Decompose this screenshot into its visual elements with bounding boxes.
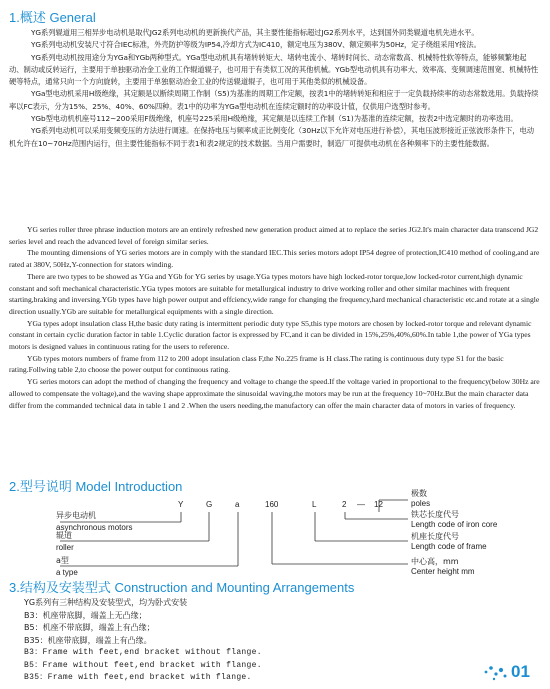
list-item: B3：机座带底脚，端盖上无凸缘； bbox=[24, 610, 147, 620]
code-center-height: 160 bbox=[265, 500, 279, 509]
list-item: YG系列有三种结构及安装型式，均为卧式安装 bbox=[24, 598, 188, 607]
label-roller-zh: 辊道 bbox=[56, 531, 72, 540]
zh-paragraph: YGa型电动机采用H级绝缘，其定额是以断续周期工作制（S5)为基准的周期工作定额，按表1中的堵转转矩和相应于一定负载持续率的动态常数选用。负载持续率以FC表示，分为15%、25%、40%、60%四种。表1中的功率为YGa型电动机在连续定额时的功率设计值，仅供用户选型时参考。 bbox=[9, 89, 539, 111]
section1-zh-text bbox=[9, 27, 541, 150]
section2-heading: 2.型号说明 Model Introduction bbox=[9, 479, 183, 494]
section3-heading: 3.结构及安装型式 Construction and Mounting Arrangements bbox=[9, 580, 355, 595]
label-poles-zh: 极数 bbox=[411, 489, 427, 498]
label-frame-en: Length code of frame bbox=[411, 542, 487, 551]
zh-paragraph: YG系列辊道用三相异步电动机是取代JG2系列电动机的更新换代产品，其主要性能指标超过JG2系列水平，达到国外同类辊道电机先进水平。 bbox=[31, 28, 479, 37]
label-center-en: Center height mm bbox=[411, 567, 475, 576]
code-letter-g: G bbox=[206, 500, 213, 509]
list-item: B5：机座不带底脚，端盖上有凸缘； bbox=[24, 623, 155, 632]
zh-paragraph: YG系列电动机可以采用变频变压的方法进行调速。在保持电压与频率成正比例变化（30Hz以下允许对电压进行补偿），其电压波形接近正弦波形条件下，电动机允许在10~70Hz范围内运行，但主要性能指标不同于表1和表2规定的技术数据。当用户需要时，制造厂可提供电动机在各种频率下的主要性能数据。 bbox=[9, 126, 535, 148]
en-paragraph: YGb types motors numbers of frame from 112 to 200 adopt insulation class F,the No.225 frame is H class.The rating is continuous duty type S1 for the basic rating.Follwing table 2,to choose the power output for continuous rating. bbox=[9, 353, 504, 375]
section1-heading: 1.概述 General bbox=[9, 10, 96, 25]
en-paragraph: There are two types to be showed as YGa and YGb for YG series by usage.YGa types motors have high locked-rotor torque,low locked-rotor current,high dynamic constant and soft mechanical characteristic.YGa types motors are suitable for metallurgical industry to drive working roller and other similar machines with frequent starting,braking and inversing.YGb types have high power output and effciency,wide range for changing the frequency,hard mechanical characteristic etc.and rotate at a single direction usually.YGb are suitable for metallurgical equipments with a single direction. bbox=[9, 271, 540, 316]
en-paragraph: The mounting dimensions of YG series motors are in comply with the standard IEC.This series motors adopt IP54 degree of protection,IC410 method of cooling,and are rated at 380V, 50Hz,Y-connection for stators winding. bbox=[9, 248, 540, 270]
code-core-length: 2 bbox=[342, 500, 347, 509]
code-dash: — bbox=[357, 500, 365, 509]
list-item: B35：Frame with feet,end bracket with flange. bbox=[24, 673, 252, 682]
en-paragraph: YG series motors can adopt the method of changing the frequency and voltage to change the speed.If the voltage varied in proportional to the frequency(below 30Hz are allowed to compensate the voltage),and the waving shape approximate the sinusoidal waving,the motors may be run at the frequency 10~70Hz.But the main character data differ from the commanded technical data in table 1 and 2 .When the users needing,the manufactory can offer the main character data of motors in varies of frequency. bbox=[9, 377, 540, 410]
label-core-en: Length code of iron core bbox=[411, 520, 498, 529]
label-async-en: asynchronous motors bbox=[56, 523, 133, 532]
label-async-zh: 异步电动机 bbox=[56, 511, 96, 520]
code-poles: 12 bbox=[374, 500, 383, 509]
code-letter-a: a bbox=[235, 500, 240, 509]
page-number: 01 bbox=[511, 662, 530, 681]
label-core-zh: 铁芯长度代号 bbox=[411, 510, 459, 519]
zh-paragraph: YG系列电动机安装尺寸符合IEC标准，外壳防护等级为IP54,冷却方式为IC410，额定电压为380V、额定频率为50Hz，定子绕组采用Y接法。 bbox=[31, 40, 481, 50]
code-letter-y: Y bbox=[178, 500, 184, 509]
label-center-zh: 中心高，mm bbox=[411, 557, 459, 566]
list-item: B3：Frame with feet,end bracket without flange. bbox=[24, 648, 262, 657]
zh-paragraph: YGb型电动机机座号112~200采用F级绝缘，机座号225采用H级绝缘，其定额是以连续工作制（S1)为基准的连续定额，按表2中选定额时的功率选用。 bbox=[31, 114, 518, 124]
zh-paragraph: YG系列电动机按用途分为YGa和YGb两种型式。YGa型电动机具有堵转转矩大、堵转电流小、堵转时间长、动态常数高、机械特性软等特点，能够频繁地起动、制动或反转运行，主要用于单独驱动冶金工业的工作辊道辊子，也可用于有类似工况的其他机械。YGb型电动机具有功率大、效率高、变频调速范围宽、机械特性硬等特点，通常只向一个方向旋转，主要用于单独驱动冶金工业的传送辊道辊子，也可用于其他类似的机械设备。 bbox=[9, 52, 539, 87]
label-atype-en: a type bbox=[56, 568, 78, 577]
list-item: B35：机座带底脚，端盖上有凸缘。 bbox=[24, 635, 152, 645]
code-frame-length: L bbox=[312, 500, 317, 509]
list-item: B5：Frame without feet,end bracket with flange. bbox=[24, 660, 262, 670]
section1-en-text bbox=[9, 224, 541, 411]
label-atype-zh: a型 bbox=[56, 556, 69, 565]
en-paragraph: YGa types adopt insulation class H,the basic duty rating is intermittent periodic duty type S5,this type motors are chosen by locked-rotor torque and relevant dynamic constant in certain cyclic duration factor in table 1.Cyclic duration factor is expressed by FC,and it can be divided in 15%,25%,40%,60%.In table 1,the power of YGa types motors is designed values in continuous rating for the users to reference. bbox=[9, 318, 532, 352]
label-roller-en: roller bbox=[56, 543, 74, 552]
label-poles-en: poles bbox=[411, 499, 431, 508]
en-paragraph: YG series roller three phrase induction motors are an entirely refreshed new generation product aimed at to replace the series JG2.It's main character data transcend JG2 series level and reach the advanced level of foreign similar series. bbox=[9, 225, 539, 246]
mounting-list bbox=[24, 597, 262, 685]
label-frame-zh: 机座长度代号 bbox=[411, 532, 459, 541]
